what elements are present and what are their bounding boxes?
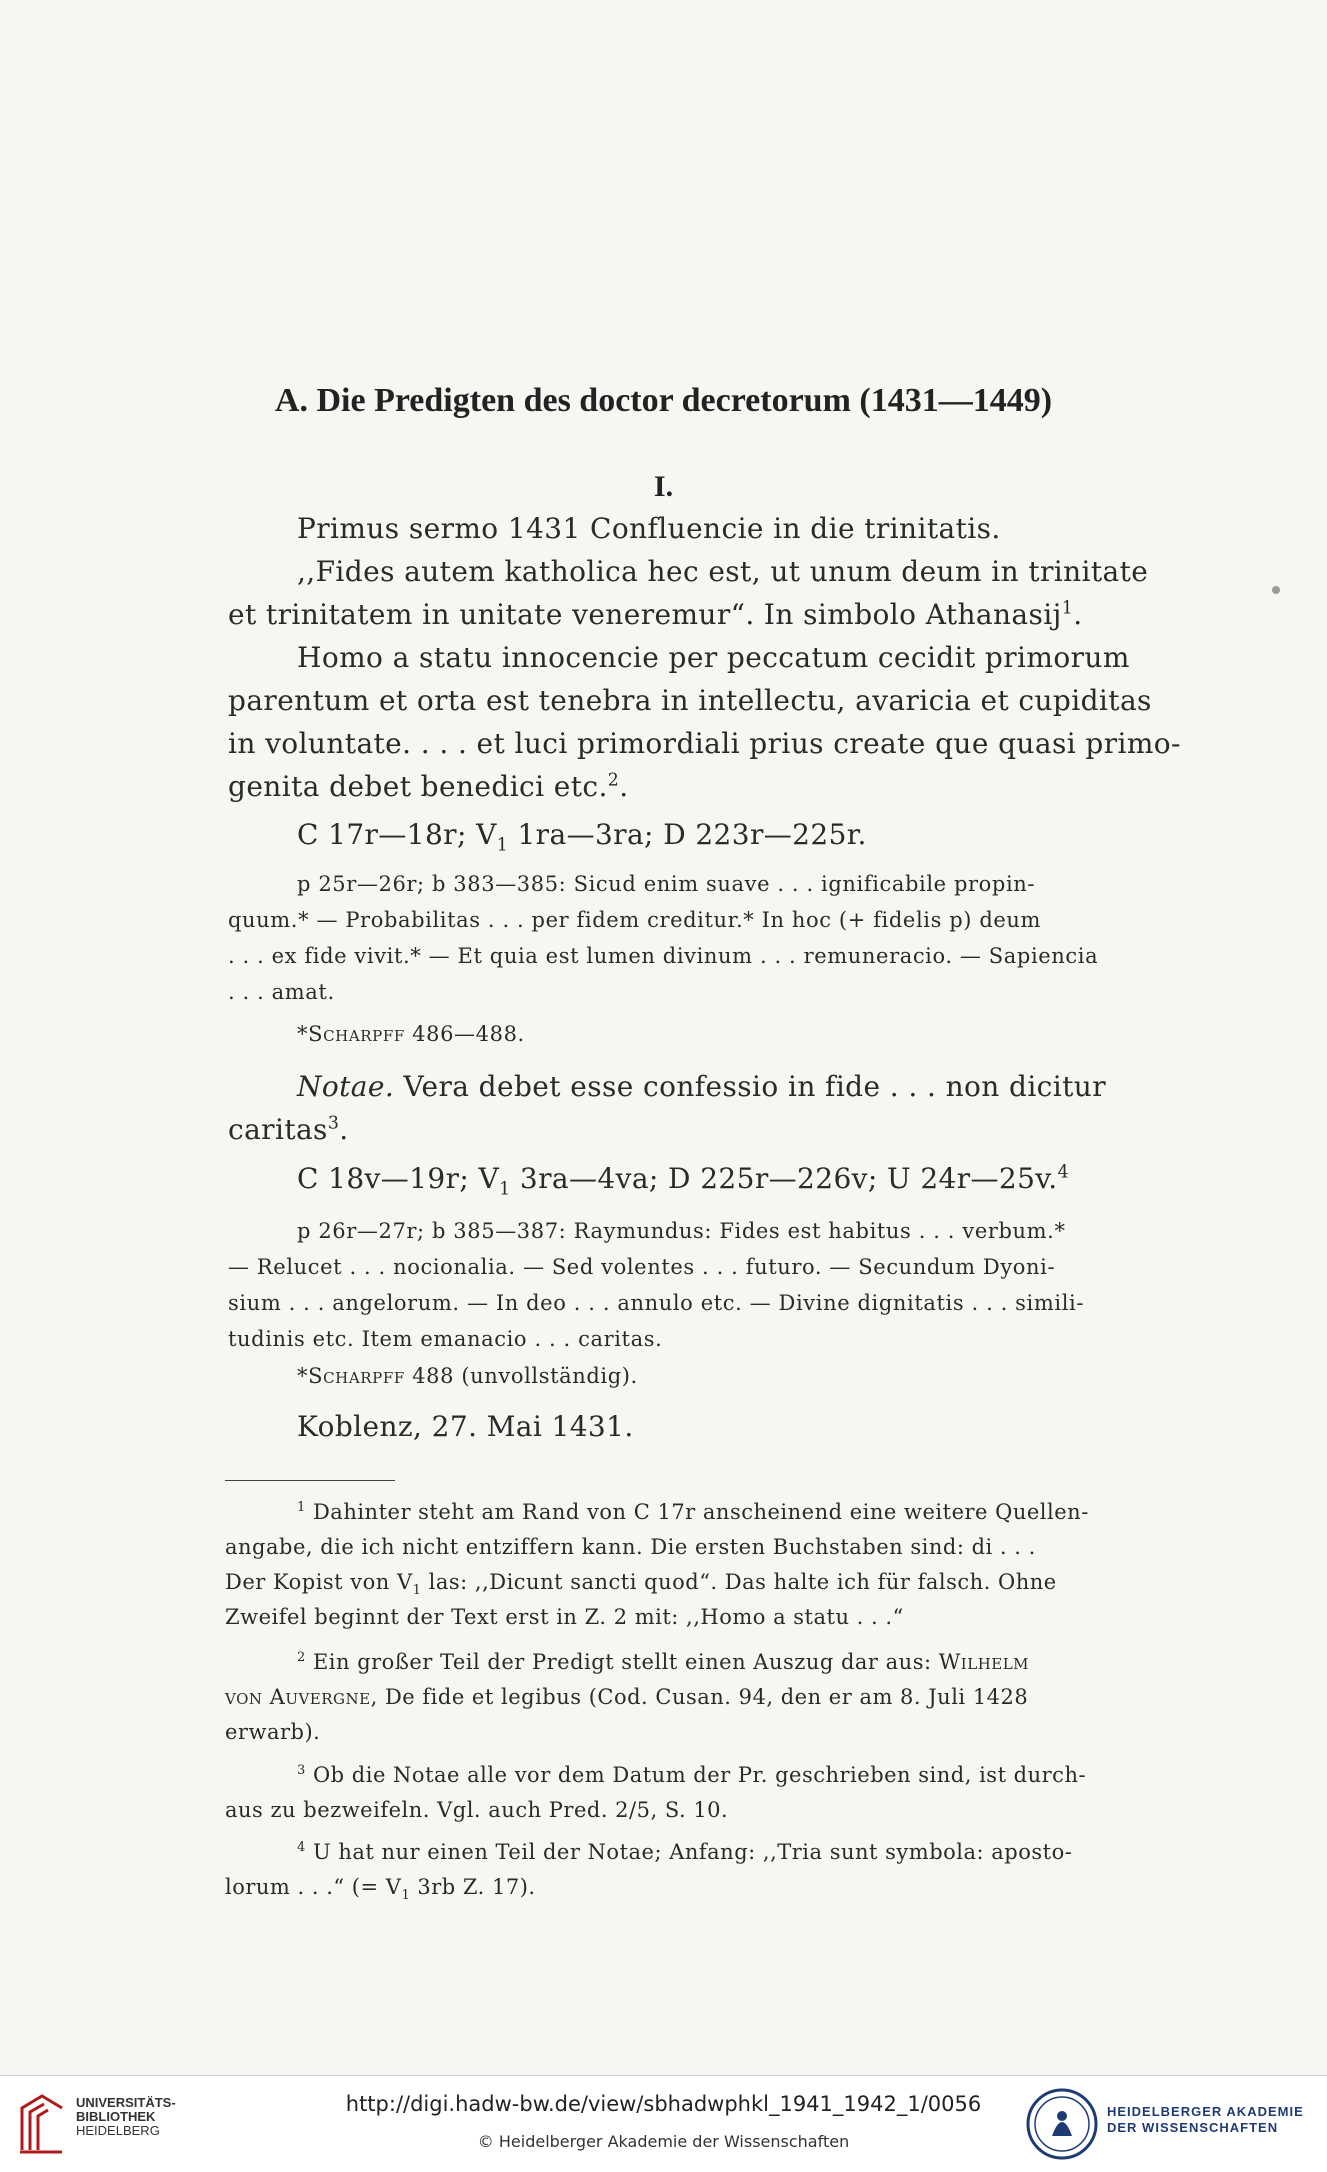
place-date: Koblenz, 27. Mai 1431. [297, 1410, 634, 1443]
footnote-line: $^3$ Ob die Notae alle vor dem Datum der Pr. geschrieben sind, ist durch- [297, 1763, 1087, 1787]
small-text-line: quum.* — Probabilitas . . . per fidem creditur.* In hoc (+ fidelis p) deum [228, 908, 1042, 932]
small-text-line: . . . ex fide vivit.* — Et quia est lumen divinum . . . remuneracio. — Sapiencia [228, 944, 1099, 968]
text-line: in voluntate. . . . et luci primordiali prius create que quasi primo- [228, 727, 1181, 760]
footer-bar [0, 2075, 1327, 2172]
source-url-link[interactable]: http://digi.hadw-bw.de/view/sbhadwphkl_1941_1942_1/0056 [345, 2092, 982, 2116]
university-library-name: UNIVERSITÄTS- BIBLIOTHEK HEIDELBERG [76, 2095, 176, 2138]
text-line: et trinitatem in unitate veneremur“. In simbolo Athanasij$^1$. [228, 598, 1083, 631]
academy-name: HEIDELBERGER AKADEMIE DER WISSENSCHAFTEN [1107, 2104, 1304, 2135]
text-line: parentum et orta est tenebra in intellectu, avaricia et cupiditas [228, 684, 1152, 717]
small-text-line: *Scharpff 486—488. [297, 1022, 525, 1046]
footnote-line: Der Kopist von $V_1$ las: ,,Dicunt sancti quod“. Das halte ich für falsch. Ohne [225, 1570, 1057, 1599]
footnote-divider [225, 1480, 395, 1481]
footnote-line: angabe, die ich nicht entziffern kann. Die ersten Buchstaben sind: di . . . [225, 1535, 1036, 1559]
small-text-line: *Scharpff 488 (unvollständig). [297, 1364, 638, 1388]
academy-seal-icon [1024, 2086, 1100, 2166]
footnote-line: aus zu bezweifeln. Vgl. auch Pred. 2/5, S. 10. [225, 1798, 729, 1822]
footnote-line: lorum . . .“ (= $V_1$ 3rb Z. 17). [225, 1875, 536, 1904]
footnote-line: Zweifel beginnt der Text erst in Z. 2 mit: ,,Homo a statu . . .“ [225, 1605, 904, 1629]
small-text-line: — Relucet . . . nocionalia. — Sed volentes . . . futuro. — Secundum Dyoni- [228, 1255, 1056, 1279]
small-text-line: . . . amat. [228, 980, 335, 1004]
footnote-line: von Auvergne, De fide et legibus (Cod. Cusan. 94, den er am 8. Juli 1428 [225, 1685, 1029, 1709]
margin-speck [1272, 586, 1280, 594]
footnote-line: erwarb). [225, 1720, 321, 1744]
notae-label: Notae. [297, 1070, 395, 1103]
text-line: ,,Fides autem katholica hec est, ut unum deum in trinitate [297, 555, 1149, 588]
small-text-line: p 26r—27r; b 385—387: Raymundus: Fides est habitus . . . verbum.* [297, 1219, 1066, 1243]
text-line: Primus sermo 1431 Confluencie in die trinitatis. [297, 512, 1001, 545]
text-line: caritas$^3$. [228, 1113, 349, 1146]
copyright-notice: © Heidelberger Akademie der Wissenschaften [477, 2132, 850, 2151]
small-text-line: p 25r—26r; b 383—385: Sicud enim suave . . . ignificabile propin- [297, 872, 1036, 896]
small-text-line: tudinis etc. Item emanacio . . . caritas. [228, 1327, 663, 1351]
sermon-number: I. [653, 470, 674, 503]
text-line: Notae. Vera debet esse confessio in fide . . . non dicitur [297, 1070, 1106, 1103]
section-heading: A. Die Predigten des doctor decretorum (1431—1449) [274, 382, 1053, 419]
footnote-line: $^4$ U hat nur einen Teil der Notae; Anfang: ,,Tria sunt symbola: aposto- [297, 1840, 1073, 1864]
manuscript-reference: C 17r—18r; $V_1$ 1ra—3ra; D 223r—225r. [297, 818, 867, 856]
text-line: genita debet benedici etc.$^2$. [228, 770, 629, 803]
manuscript-reference: C 18v—19r; $V_1$ 3ra—4va; D 225r—226v; U 24r—25v.$^4$ [297, 1162, 1070, 1200]
text-line: Homo a statu innocencie per peccatum cecidit primorum [297, 641, 1130, 674]
small-text-line: sium . . . angelorum. — In deo . . . annulo etc. — Divine dignitatis . . . simili- [228, 1291, 1085, 1315]
footnote-line: $^2$ Ein großer Teil der Predigt stellt einen Auszug dar aus: Wilhelm [297, 1650, 1030, 1674]
footnote-line: $^1$ Dahinter steht am Rand von C 17r anscheinend eine weitere Quellen- [297, 1500, 1089, 1524]
